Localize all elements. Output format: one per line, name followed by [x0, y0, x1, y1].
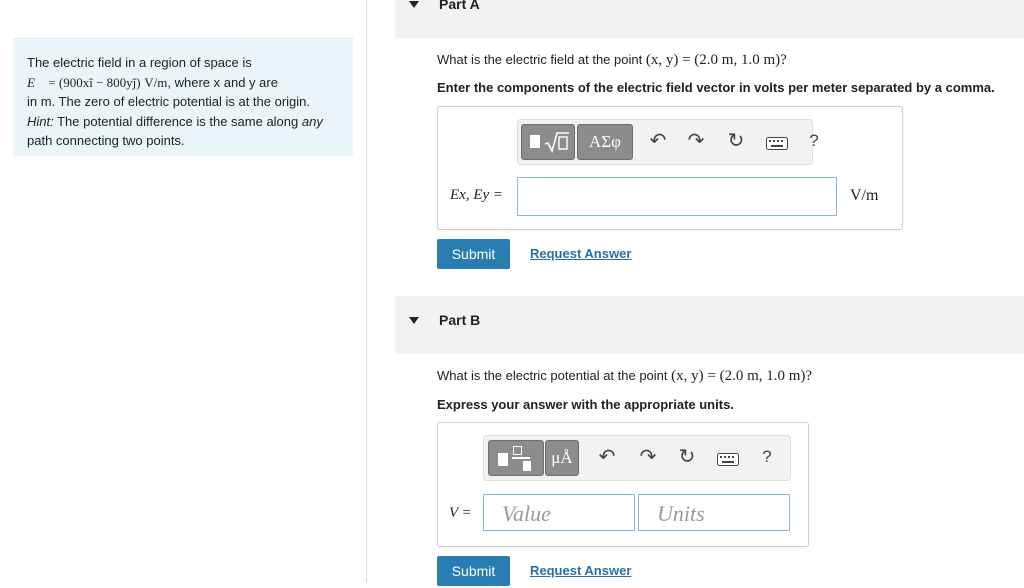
redo-icon[interactable]: ↷ — [639, 446, 657, 468]
undo-icon[interactable]: ↶ — [649, 130, 667, 152]
keyboard-icon[interactable] — [717, 453, 739, 466]
problem-statement-panel — [13, 38, 353, 156]
collapse-triangle-icon[interactable] — [409, 317, 419, 324]
problem-hint — [27, 112, 347, 132]
part-b-input-label: V = — [449, 505, 472, 521]
undo-icon[interactable]: ↶ — [598, 446, 616, 468]
part-b-instruction: Express your answer with the appropriate units. — [437, 397, 734, 412]
part-b-header[interactable] — [395, 296, 1024, 354]
part-a-request-answer-link[interactable]: Request Answer — [530, 246, 632, 261]
part-b-submit-button[interactable]: Submit — [437, 556, 510, 586]
part-b-question-point: (x, y) = (2.0 m, 1.0 m)? — [671, 368, 813, 384]
part-a-question — [437, 52, 787, 69]
problem-statement — [27, 53, 347, 151]
part-a-question-prefix: What is the electric field at the point — [437, 52, 646, 67]
units-input[interactable]: Units — [638, 494, 790, 531]
field-unit: V/m — [144, 74, 168, 90]
help-icon[interactable]: ? — [809, 131, 819, 150]
hint-any: any — [301, 113, 323, 129]
fraction-bar-icon — [512, 457, 530, 459]
part-b-request-answer-link[interactable]: Request Answer — [530, 563, 632, 578]
column-divider — [366, 0, 367, 582]
hint-text-a: The potential difference is the same along — [53, 113, 302, 129]
part-a-submit-button[interactable]: Submit — [437, 239, 510, 269]
part-a-math-toolbar — [517, 119, 819, 165]
help-icon[interactable]: ? — [762, 447, 772, 466]
part-b-question-prefix: What is the electric potential at the point — [437, 368, 672, 383]
reset-icon[interactable]: ↻ — [678, 446, 696, 468]
part-b-math-toolbar — [483, 435, 791, 481]
problem-line-1: The electric field in a region of space is — [27, 55, 252, 70]
collapse-triangle-icon[interactable] — [409, 1, 419, 8]
field-symbol: E⃗ — [27, 74, 46, 90]
fraction-template-icon — [530, 135, 540, 148]
template-button[interactable] — [521, 124, 575, 160]
problem-line-3: in m. The zero of electric potential is at the origin. — [27, 94, 311, 109]
units-button[interactable]: μÅ — [545, 440, 579, 476]
denominator-icon — [523, 461, 531, 471]
part-b-answer-box — [437, 422, 809, 547]
template-button[interactable] — [488, 440, 544, 476]
part-a-unit: V/m — [850, 187, 879, 204]
keyboard-icon[interactable] — [766, 137, 788, 150]
part-b-label: Part B — [439, 312, 481, 328]
part-b-question — [437, 368, 812, 385]
numerator-icon — [513, 446, 522, 455]
part-a-label: Part A — [439, 0, 480, 12]
part-a-input-label: Ex, Ey = — [450, 187, 504, 203]
greek-symbols-button[interactable]: ΑΣφ — [577, 124, 633, 160]
part-a-instruction: Enter the components of the electric field vector in volts per meter separated by a comma. — [437, 80, 995, 95]
field-expression: (900xî − 800yĵ) — [58, 74, 141, 90]
redo-icon[interactable]: ↷ — [687, 130, 705, 152]
part-a-question-point: (x, y) = (2.0 m, 1.0 m)? — [645, 52, 787, 68]
problem-line-2: E⃗ = (900xî − 800yĵ) V/m, where x and y are — [27, 74, 278, 90]
part-a-answer-input[interactable] — [517, 177, 837, 216]
problem-line-2-suffix: , where x and y are — [167, 74, 278, 90]
hint-text-b: path connecting two points. — [27, 133, 185, 148]
template-block-icon — [498, 453, 508, 466]
reset-icon[interactable]: ↻ — [727, 130, 745, 152]
sqrt-template-icon — [544, 131, 570, 153]
part-a-answer-box — [437, 106, 903, 230]
part-a-header[interactable] — [395, 0, 1024, 38]
value-input[interactable]: Value — [483, 494, 635, 531]
hint-label: Hint: — [27, 113, 54, 129]
